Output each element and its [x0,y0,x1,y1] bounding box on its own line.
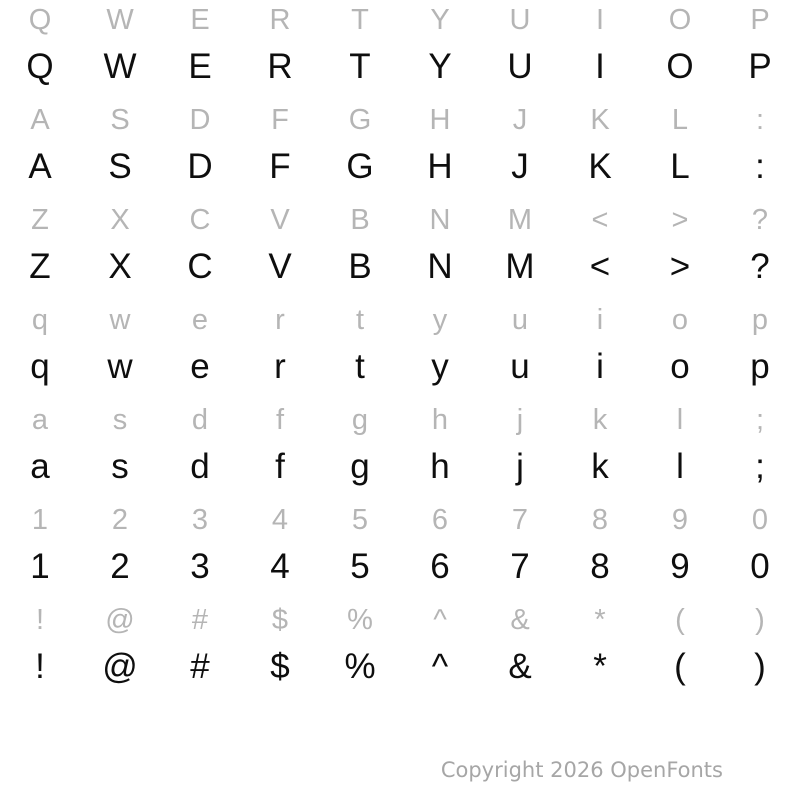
glyph-row-pair-uppercase-home [0,100,800,200]
glyph-cell: : [755,146,765,186]
glyph-cell: 7 [510,546,530,586]
glyph-cell: d [190,446,210,486]
glyph-cell: 2 [111,503,129,536]
glyph-cell: i [596,346,604,386]
glyph-cell: e [190,346,210,386]
glyph-cell: ) [755,603,765,636]
glyph-cell: ? [751,203,769,236]
glyph-cell: s [111,446,129,486]
glyph-cell: k [591,446,609,486]
glyph-cell: A [28,146,52,186]
glyph-cell: L [671,103,689,136]
glyph-cell: 1 [31,503,49,536]
glyph-cell: P [750,3,770,36]
glyph-cell: D [189,103,211,136]
glyph-cell: @ [105,603,135,636]
glyph-cell: R [267,46,293,86]
glyph-cell: Y [428,46,452,86]
glyph-cell: F [269,146,291,186]
glyph-line-strong [0,340,800,392]
glyph-cell: w [107,346,133,386]
glyph-cell: s [112,403,128,436]
glyph-cell: < [591,203,609,236]
glyph-line-muted [0,300,800,340]
glyph-line-muted [0,200,800,240]
glyph-cell: q [31,303,49,336]
glyph-cell: 4 [270,546,290,586]
glyph-cell: t [355,303,365,336]
glyph-cell: X [108,246,132,286]
glyph-cell: y [432,303,448,336]
glyph-cell: W [103,46,137,86]
glyph-cell: Q [28,3,52,36]
glyph-cell: : [755,103,765,136]
glyph-cell: ^ [431,646,449,686]
glyph-cell: X [110,203,130,236]
glyph-cell: f [275,403,285,436]
glyph-cell: K [590,103,610,136]
glyph-cell: f [275,446,285,486]
glyph-cell: U [509,3,531,36]
glyph-cell: o [670,346,690,386]
glyph-cell: O [668,3,692,36]
glyph-cell: l [676,446,684,486]
glyph-cell: k [592,403,608,436]
glyph-cell: G [346,146,374,186]
glyph-cell: o [671,303,689,336]
glyph-cell: C [189,203,211,236]
glyph-row-pair-symbols [0,600,800,700]
glyph-cell: r [274,346,286,386]
glyph-cell: 8 [590,546,610,586]
glyph-cell: N [429,203,451,236]
glyph-cell: Y [430,3,450,36]
glyph-cell: j [516,403,524,436]
glyph-cell: * [594,603,606,636]
glyph-cell: a [31,403,49,436]
glyph-cell: * [593,646,607,686]
glyph-cell: ! [35,646,45,686]
glyph-cell: q [30,346,50,386]
glyph-cell: E [190,3,210,36]
glyph-row-pair-lowercase-top [0,300,800,400]
glyph-cell: & [508,646,532,686]
glyph-cell: % [347,603,373,636]
glyph-cell: 9 [670,546,690,586]
glyph-cell: i [596,303,604,336]
glyph-cell: t [355,346,365,386]
glyph-line-strong [0,440,800,492]
glyph-cell: S [108,146,132,186]
glyph-cell: $ [270,646,290,686]
glyph-cell: R [269,3,291,36]
glyph-line-strong [0,40,800,92]
glyph-line-muted [0,100,800,140]
glyph-cell: 3 [191,503,209,536]
glyph-row-pair-digits [0,500,800,600]
glyph-line-muted [0,500,800,540]
glyph-line-strong [0,140,800,192]
glyph-cell: ; [755,446,765,486]
glyph-cell: & [510,603,530,636]
glyph-cell: h [430,446,450,486]
glyph-cell: ; [755,403,765,436]
glyph-cell: C [187,246,213,286]
glyph-cell: g [350,446,370,486]
glyph-cell: ( [675,603,685,636]
glyph-cell: B [348,246,372,286]
glyph-cell: 6 [431,503,449,536]
glyph-cell: > [669,246,691,286]
glyph-cell: A [30,103,50,136]
glyph-cell: I [595,46,605,86]
glyph-cell: B [350,203,370,236]
glyph-cell: l [676,403,684,436]
glyph-cell: 7 [511,503,529,536]
glyph-cell: 5 [350,546,370,586]
glyph-cell: Q [26,46,54,86]
glyph-line-muted [0,0,800,40]
glyph-cell: M [505,246,535,286]
glyph-cell: 2 [110,546,130,586]
glyph-cell: u [511,303,529,336]
glyph-cell: U [507,46,533,86]
glyph-cell: H [427,146,453,186]
glyph-cell: P [748,46,772,86]
glyph-cell: ) [754,646,766,686]
glyph-cell: T [351,3,369,36]
glyph-cell: g [351,403,369,436]
glyph-cell: > [671,203,689,236]
glyph-cell: D [187,146,213,186]
glyph-cell: W [106,3,134,36]
glyph-cell: S [110,103,130,136]
glyph-cell: 9 [671,503,689,536]
glyph-cell: j [516,446,524,486]
glyph-cell: G [348,103,372,136]
glyph-line-muted [0,400,800,440]
glyph-cell: % [344,646,376,686]
glyph-cell: V [270,203,290,236]
glyph-cell: H [429,103,451,136]
glyph-cell: e [191,303,209,336]
glyph-cell: ( [674,646,686,686]
glyph-cell: O [666,46,694,86]
glyph-cell: Z [31,203,49,236]
glyph-line-strong [0,540,800,592]
footer [441,757,723,784]
glyph-cell: E [188,46,212,86]
glyph-cell: $ [271,603,289,636]
glyph-cell: r [275,303,285,336]
glyph-cell: # [190,646,210,686]
glyph-cell: T [349,46,371,86]
glyph-cell: 8 [591,503,609,536]
copyright-text: Copyright 2026 OpenFonts [440,758,723,782]
glyph-cell: 1 [30,546,50,586]
glyph-cell: J [512,103,528,136]
glyph-cell: N [427,246,453,286]
glyph-cell: I [595,3,605,36]
glyph-cell: h [431,403,449,436]
glyph-cell: # [191,603,209,636]
glyph-row-pair-lowercase-home [0,400,800,500]
glyph-row-pair-uppercase-top [0,0,800,100]
glyph-cell: p [750,346,770,386]
glyph-cell: ^ [433,603,447,636]
glyph-cell: 0 [751,503,769,536]
glyph-cell: 0 [750,546,770,586]
glyph-cell: M [507,203,533,236]
glyph-cell: y [431,346,449,386]
glyph-cell: ? [750,246,770,286]
glyph-cell: L [670,146,690,186]
glyph-cell: d [191,403,209,436]
glyph-cell: 4 [271,503,289,536]
glyph-cell: 6 [430,546,450,586]
glyph-cell: @ [102,646,138,686]
glyph-row-pair-uppercase-bottom [0,200,800,300]
glyph-line-muted [0,600,800,640]
glyph-cell: p [751,303,769,336]
glyph-cell: 5 [351,503,369,536]
glyph-line-strong [0,640,800,692]
glyph-cell: F [271,103,289,136]
glyph-cell: K [588,146,612,186]
glyph-cell: V [268,246,292,286]
glyph-cell: w [109,303,131,336]
glyph-cell: u [510,346,530,386]
glyph-cell: J [511,146,529,186]
glyph-cell: Z [29,246,51,286]
glyph-line-strong [0,240,800,292]
glyph-cell: a [30,446,50,486]
glyph-cell: 3 [190,546,210,586]
glyph-cell: ! [35,603,45,636]
glyph-cell: < [589,246,611,286]
